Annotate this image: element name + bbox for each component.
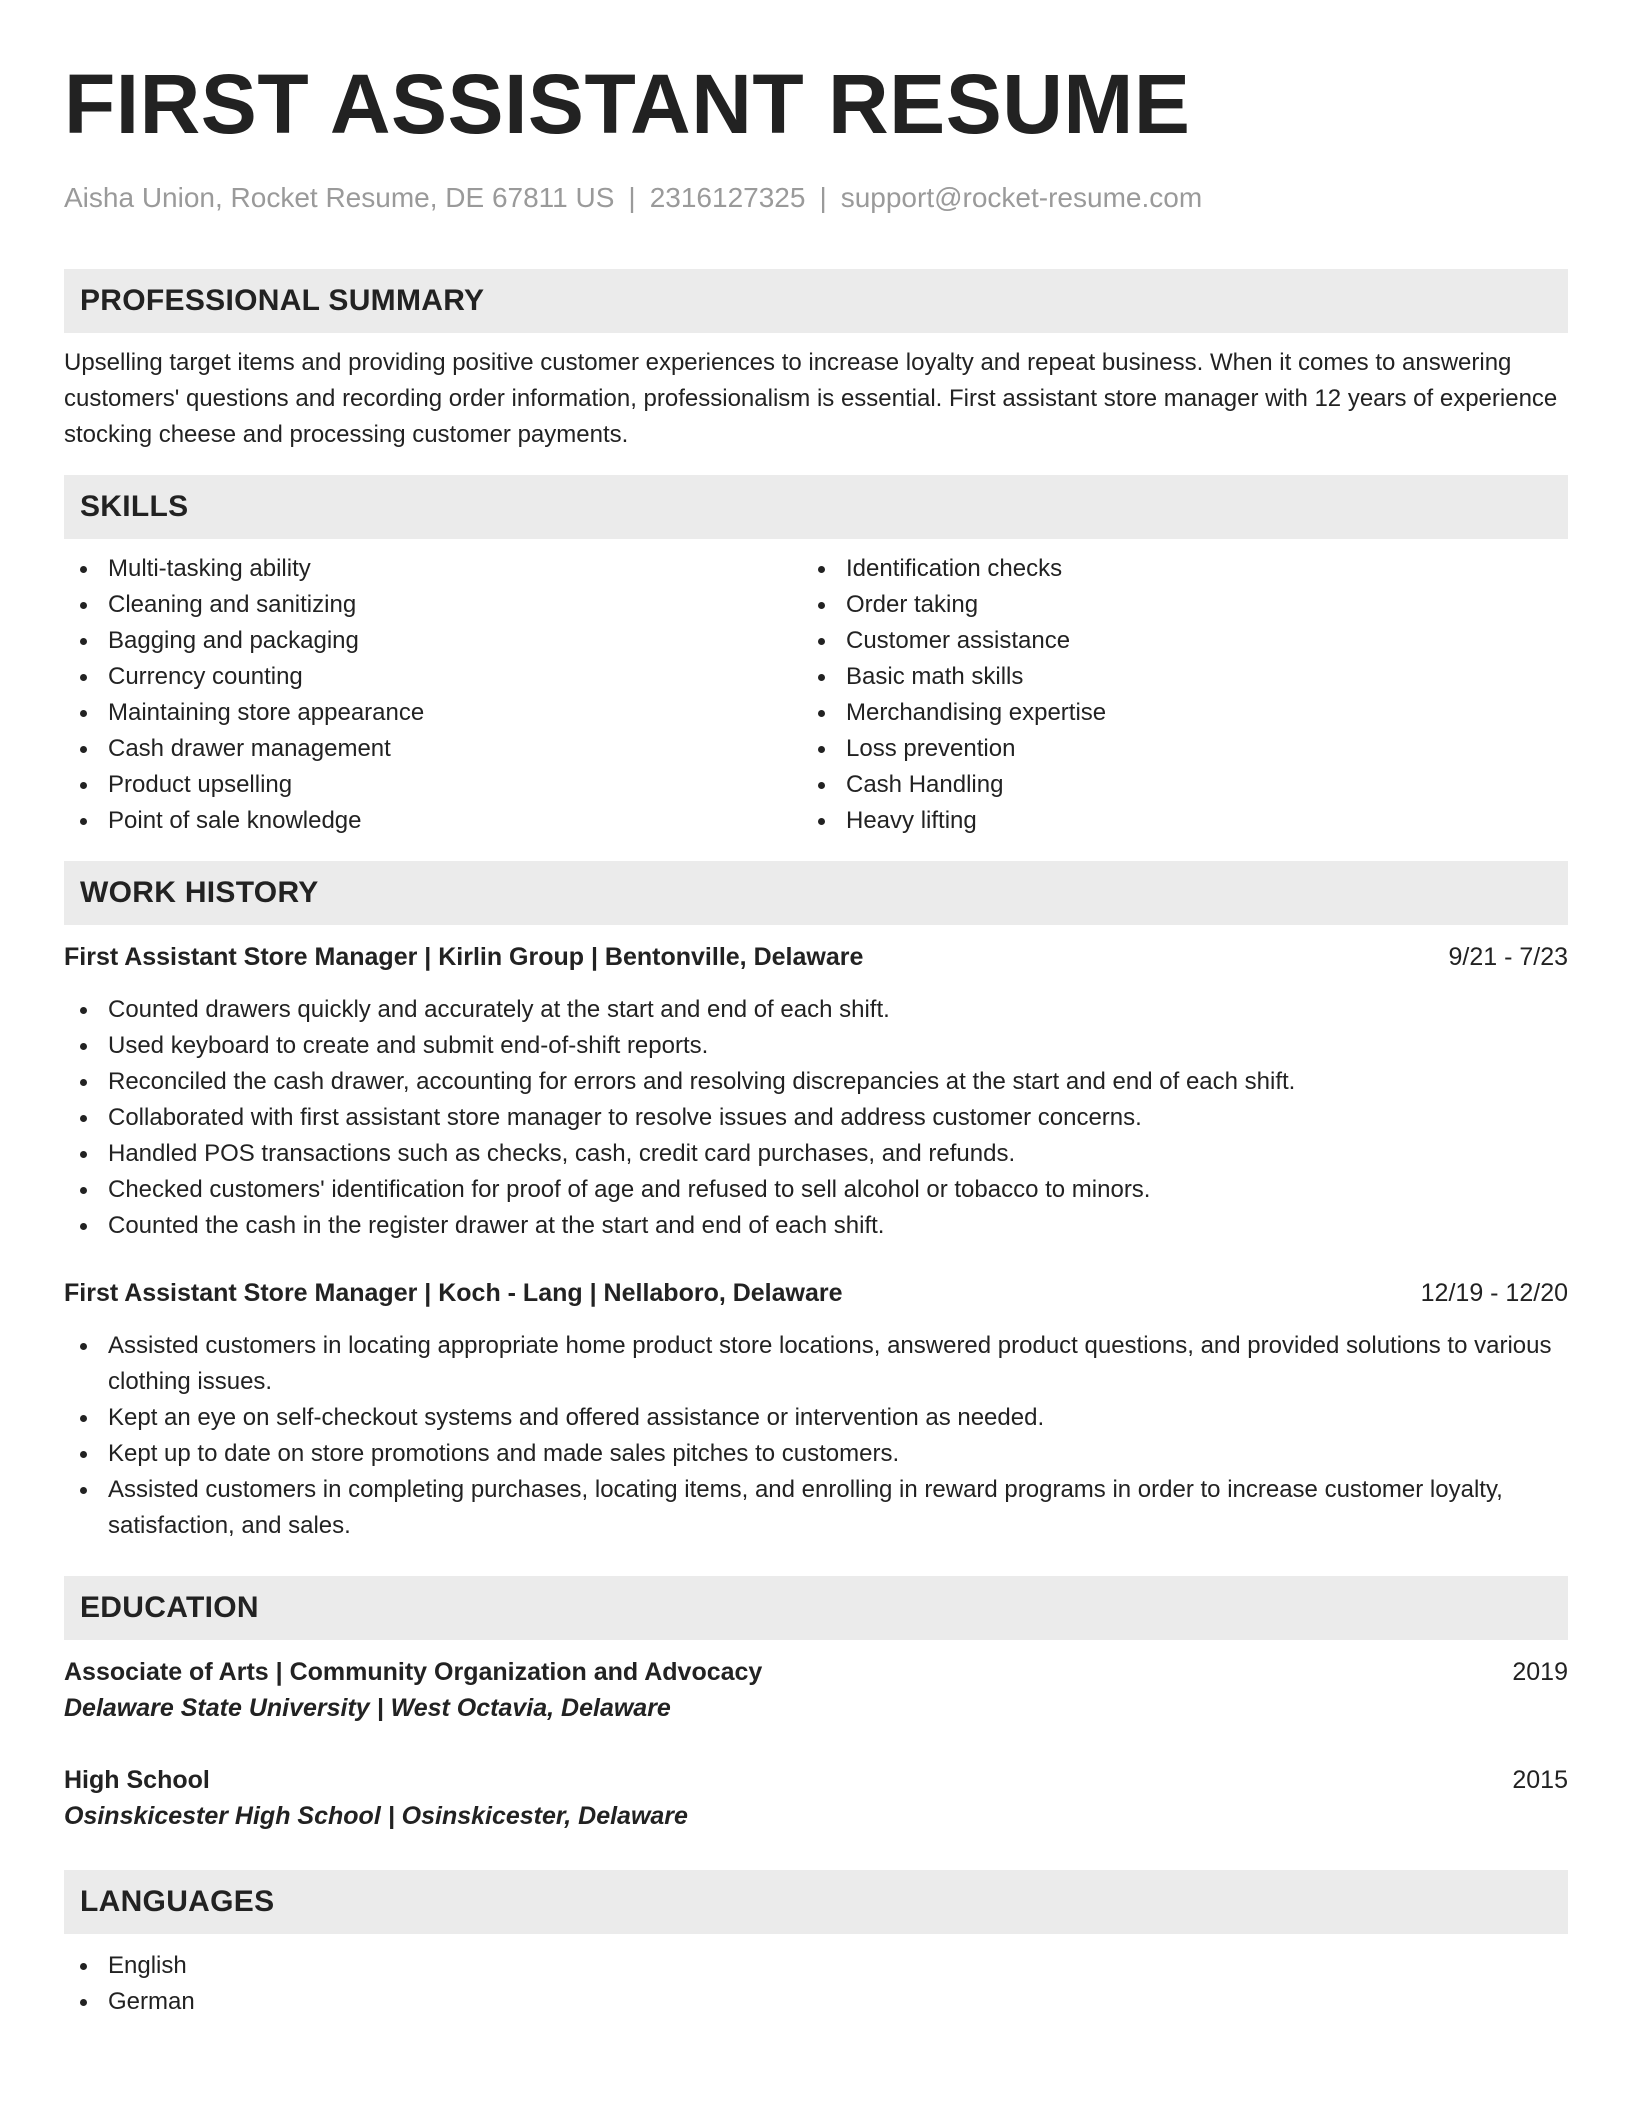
skills-column-right (802, 551, 1540, 839)
section-heading-education: EDUCATION (64, 1576, 1568, 1640)
skill-item: Heavy lifting (802, 803, 1540, 839)
language-item: English (64, 1948, 1568, 1984)
contact-email: support@rocket-resume.com (840, 182, 1203, 213)
resume-title: FIRST ASSISTANT RESUME (64, 57, 1191, 151)
section-heading-skills: SKILLS (64, 475, 1568, 539)
skill-item: Maintaining store appearance (64, 695, 802, 731)
skill-item: Cleaning and sanitizing (64, 587, 802, 623)
skill-item: Product upselling (64, 767, 802, 803)
contact-address: Aisha Union, Rocket Resume, DE 67811 US (64, 182, 615, 213)
job-bullet: Assisted customers in locating appropriate home product store locations, answered product questions, and provided solutions to various clothing issues. (64, 1328, 1568, 1400)
section-heading-languages: LANGUAGES (64, 1870, 1568, 1934)
job-bullet: Used keyboard to create and submit end-of-shift reports. (64, 1028, 1568, 1064)
skill-item: Identification checks (802, 551, 1540, 587)
contact-separator: | (628, 182, 636, 213)
skills-column-left (64, 551, 802, 839)
skill-item: Basic math skills (802, 659, 1540, 695)
skill-item: Point of sale knowledge (64, 803, 802, 839)
education-degree: High School (64, 1766, 210, 1794)
language-item: German (64, 1984, 1568, 2020)
skill-item: Customer assistance (802, 623, 1540, 659)
education-degree: Associate of Arts | Community Organization and Advocacy (64, 1658, 763, 1686)
languages-list (64, 1948, 1568, 2020)
job-bullets (64, 1328, 1568, 1544)
job-entry (64, 1275, 1568, 1544)
contact-separator: | (819, 182, 827, 213)
skill-item: Cash Handling (802, 767, 1540, 803)
job-entry (64, 939, 1568, 1244)
education-entry (64, 1762, 1568, 1834)
skill-item: Loss prevention (802, 731, 1540, 767)
education-header (64, 1762, 1568, 1798)
job-bullet: Collaborated with first assistant store manager to resolve issues and address customer concerns. (64, 1100, 1568, 1136)
job-header (64, 939, 1568, 975)
job-bullet: Assisted customers in completing purchases, locating items, and enrolling in reward programs in order to increase customer loyalty, satisfaction, and sales. (64, 1472, 1568, 1544)
job-header (64, 1275, 1568, 1311)
job-bullet: Handled POS transactions such as checks, cash, credit card purchases, and refunds. (64, 1136, 1568, 1172)
education-school: Osinskicester High School | Osinskicester, Delaware (64, 1802, 688, 1830)
skill-item: Bagging and packaging (64, 623, 802, 659)
education-year: 2019 (1512, 1658, 1568, 1686)
job-bullet: Counted the cash in the register drawer at the start and end of each shift. (64, 1208, 1568, 1244)
contact-phone: 2316127325 (649, 182, 806, 213)
job-title: First Assistant Store Manager | Koch - Lang | Nellaboro, Delaware (64, 1279, 843, 1307)
job-title: First Assistant Store Manager | Kirlin Group | Bentonville, Delaware (64, 943, 864, 971)
summary-text: Upselling target items and providing positive customer experiences to increase loyalty and repeat business. When it comes to answering customers' questions and recording order information, professionalism is essential. First assistant store manager with 12 years of experience stocking cheese and processing customer payments. (64, 349, 1558, 448)
education-entry (64, 1654, 1568, 1726)
job-bullet: Kept up to date on store promotions and made sales pitches to customers. (64, 1436, 1568, 1472)
job-dates: 9/21 - 7/23 (1448, 943, 1568, 971)
job-dates: 12/19 - 12/20 (1420, 1279, 1568, 1307)
job-bullets (64, 992, 1568, 1244)
skill-item: Order taking (802, 587, 1540, 623)
contact-line (64, 180, 1568, 216)
section-heading-summary: PROFESSIONAL SUMMARY (64, 269, 1568, 333)
education-header (64, 1654, 1568, 1690)
skills-list (64, 551, 1568, 839)
job-bullet: Kept an eye on self-checkout systems and offered assistance or intervention as needed. (64, 1400, 1568, 1436)
job-bullet: Checked customers' identification for proof of age and refused to sell alcohol or tobacco to minors. (64, 1172, 1568, 1208)
job-bullet: Counted drawers quickly and accurately at the start and end of each shift. (64, 992, 1568, 1028)
job-bullet: Reconciled the cash drawer, accounting for errors and resolving discrepancies at the start and end of each shift. (64, 1064, 1568, 1100)
education-school: Delaware State University | West Octavia, Delaware (64, 1694, 671, 1722)
skill-item: Currency counting (64, 659, 802, 695)
education-year: 2015 (1512, 1766, 1568, 1794)
skill-item: Multi-tasking ability (64, 551, 802, 587)
section-heading-work-history: WORK HISTORY (64, 861, 1568, 925)
skill-item: Merchandising expertise (802, 695, 1540, 731)
skill-item: Cash drawer management (64, 731, 802, 767)
